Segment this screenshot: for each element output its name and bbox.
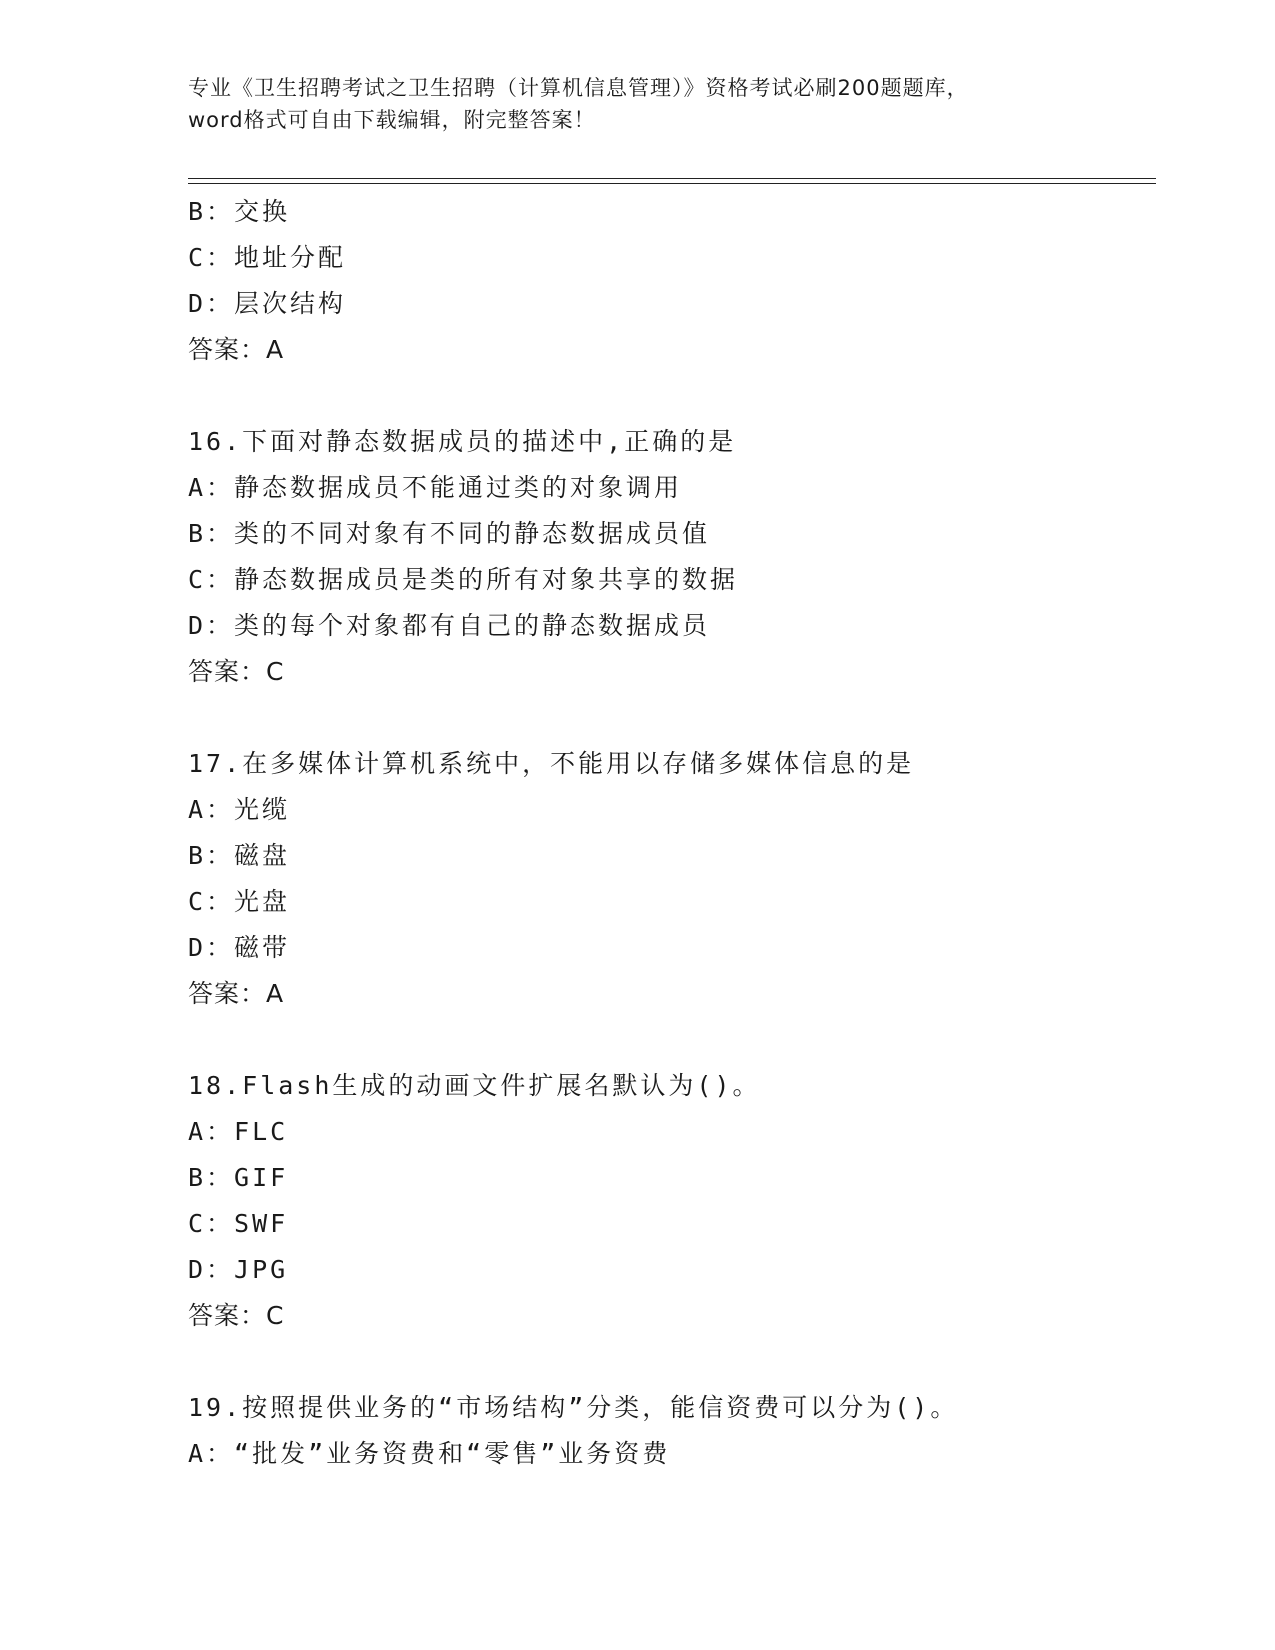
answer-line: 答案：A (188, 335, 285, 364)
question-stem: 19.按照提供业务的“市场结构”分类，能信资费可以分为()。 (188, 1393, 959, 1422)
question-stem: 16.下面对静态数据成员的描述中,正确的是 (188, 427, 737, 456)
option-d: D：层次结构 (188, 289, 347, 318)
spacer (188, 1339, 1168, 1385)
question-block-17 (188, 741, 1168, 1017)
header-divider-bottom (188, 183, 1156, 184)
option-a: A：FLC (188, 1117, 289, 1146)
option-c: C：地址分配 (188, 243, 347, 272)
option-c: C：SWF (188, 1209, 289, 1238)
option-b: B：类的不同对象有不同的静态数据成员值 (188, 519, 711, 548)
document-header (188, 72, 1088, 136)
option-a: A：光缆 (188, 795, 291, 824)
option-b: B：GIF (188, 1163, 289, 1192)
option-b: B：磁盘 (188, 841, 291, 870)
question-block-19 (188, 1385, 1168, 1477)
header-line-1: 专业《卫生招聘考试之卫生招聘（计算机信息管理）》资格考试必刷200题题库， (188, 76, 969, 100)
option-a: A：“批发”业务资费和“零售”业务资费 (188, 1439, 671, 1468)
option-d: D：磁带 (188, 933, 291, 962)
question-stem: 18.Flash生成的动画文件扩展名默认为()。 (188, 1071, 761, 1100)
header-divider-top (188, 178, 1156, 179)
spacer (188, 695, 1168, 741)
question-block-15-continued (188, 189, 1168, 373)
option-d: D：JPG (188, 1255, 289, 1284)
header-line-2: word格式可自由下载编辑，附完整答案！ (188, 108, 596, 132)
option-b: B：交换 (188, 197, 291, 226)
spacer (188, 373, 1168, 419)
question-block-16 (188, 419, 1168, 695)
question-list (188, 189, 1168, 1477)
answer-line: 答案：C (188, 1301, 285, 1330)
question-block-18 (188, 1063, 1168, 1339)
option-d: D：类的每个对象都有自己的静态数据成员 (188, 611, 711, 640)
question-stem: 17.在多媒体计算机系统中，不能用以存储多媒体信息的是 (188, 749, 915, 778)
option-c: C：静态数据成员是类的所有对象共享的数据 (188, 565, 739, 594)
option-a: A：静态数据成员不能通过类的对象调用 (188, 473, 683, 502)
answer-line: 答案：C (188, 657, 285, 686)
spacer (188, 1017, 1168, 1063)
answer-line: 答案：A (188, 979, 285, 1008)
option-c: C：光盘 (188, 887, 291, 916)
